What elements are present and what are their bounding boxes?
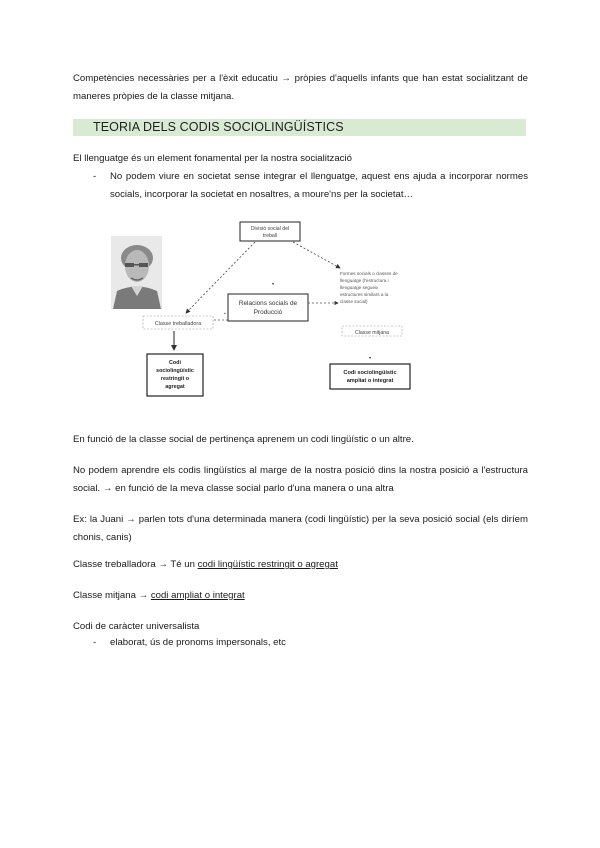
- diagram-dot: •: [272, 282, 275, 288]
- diagram-center-box-line2: Producció: [253, 309, 283, 316]
- diagram-left-label: Classe treballadora: [154, 321, 202, 327]
- paragraph-3: Ex: la Juani → parlen tots d'una determinada manera (codi lingüístic) per la seva posició social (els diríem chonis, canis): [73, 514, 528, 543]
- bottom-right-box-line2: ampliat o integrat: [346, 378, 394, 384]
- svg-text:▪: ▪: [224, 311, 226, 317]
- worker-class-prefix: Classe treballadora → Té un: [73, 559, 198, 570]
- universal-bullet: elaborat, ús de pronoms impersonals, etc: [110, 637, 286, 648]
- statement-paragraph: El llenguatge és un element fonamental per la nostra socialització: [73, 153, 352, 164]
- diagram-bottom-right-box: [330, 364, 410, 389]
- diagram-right-note-line5: classe social): [340, 299, 368, 304]
- intro-paragraph: Competències necessàries per a l'èxit educatiu → pròpies d'aquells infants que han estat socialitzant de maneres pròpies de la classe mitjana.: [73, 73, 528, 102]
- arrow-top-to-right: [293, 242, 340, 268]
- paragraph-2: No podem aprendre els codis lingüístics al marge de la nostra posició dins la nostra posició a l'estructura social. → en funció de la meva classe social parlo d'una manera o una altra: [73, 465, 528, 494]
- diagram-right-note-line2: llenguatge (l'estructura i: [340, 278, 389, 283]
- middle-class-code: codi ampliat o integrat: [150, 590, 245, 601]
- middle-class-line: [73, 587, 528, 605]
- diagram-top-box-line1: Divisió social del: [250, 226, 290, 232]
- diagram-right-note-line3: llenguatge segueix: [340, 285, 379, 290]
- paragraph-1: En funció de la classe social de pertinença aprenem un codi lingüístic o un altre.: [73, 434, 414, 445]
- bullet-dash: -: [93, 171, 97, 182]
- diagram-right-note-line1: Formes socials o classes de: [340, 271, 398, 276]
- worker-class-line: [73, 556, 528, 574]
- section-heading: TEORIA DELS CODIS SOCIOLINGÜÍSTICS: [93, 120, 344, 134]
- diagram-right-label: Classe mitjana: [354, 330, 390, 336]
- bottom-left-box-line4: agregat: [165, 384, 185, 390]
- bottom-left-box-line1: Codi: [169, 360, 181, 366]
- universal-title: Codi de caràcter universalista: [73, 621, 200, 632]
- diagram-center-box-line1: Relacions socials de: [238, 300, 298, 307]
- diagram-center-box: [228, 294, 308, 321]
- worker-class-code: codi lingüístic restringit o agregat: [197, 559, 338, 570]
- bottom-left-box-line2: sociolingüístic: [156, 368, 194, 374]
- middle-class-prefix: Classe mitjana →: [73, 590, 151, 601]
- svg-text:•: •: [369, 356, 372, 362]
- diagram-right-note-line4: estructures similars a la: [340, 292, 389, 297]
- bottom-left-box-line3: restringit o: [160, 376, 190, 382]
- diagram-top-box-line2: treball: [262, 233, 278, 239]
- bullet-item: No podem viure en societat sense integrar el llenguatge, aquest ens ajuda a incorporar normes socials, incorporar la societat en nosaltres, a moure'ns per la societat…: [110, 171, 528, 200]
- universal-bullet-dash: -: [93, 637, 97, 648]
- bottom-right-box-line1: Codi sociolingüístic: [343, 370, 397, 376]
